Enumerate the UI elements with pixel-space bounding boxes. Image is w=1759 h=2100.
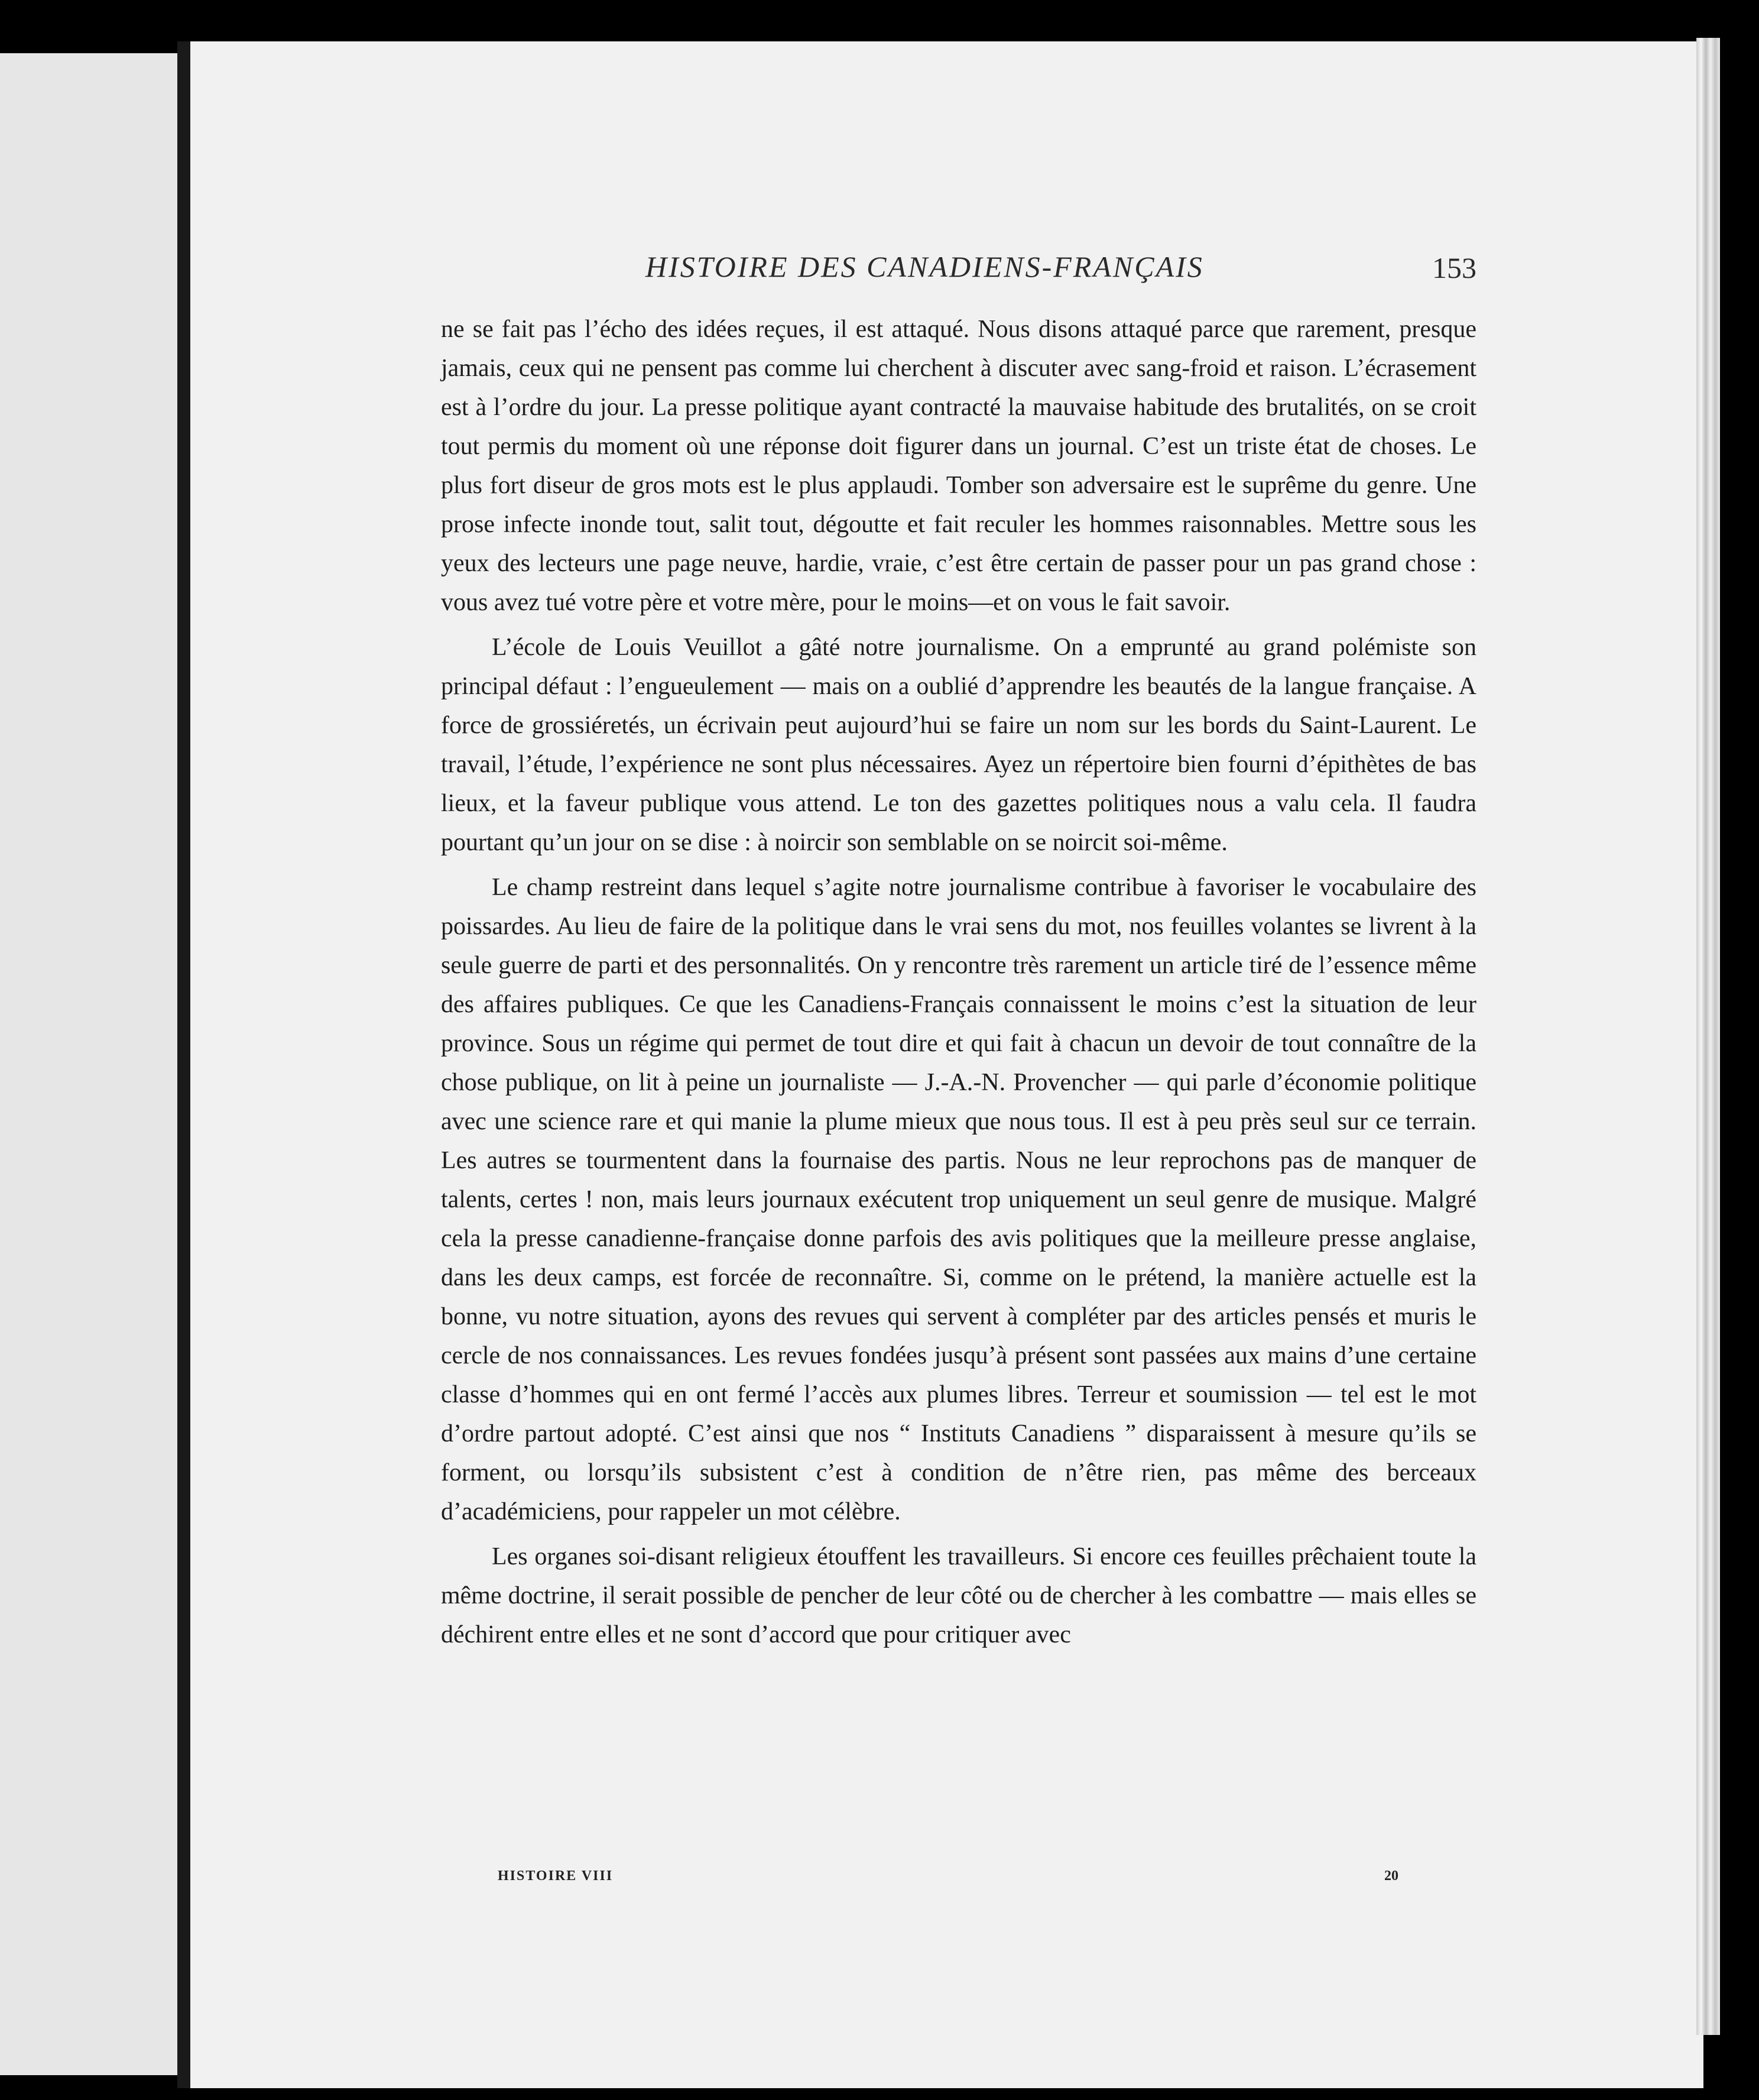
book-page [190, 41, 1703, 2088]
paragraph: ne se fait pas l’écho des idées reçues, il est attaqué. Nous disons attaqué parce que rarement, presque jamais, ceux qui ne pensent pas comme lui cherchent à discuter avec sang-froid et raison. L’écrasement est à l’ordre du jour. La presse politique ayant contracté la mauvaise habitude des brutalités, on se croit tout permis du moment où une réponse doit figurer dans un journal. C’est un triste état de choses. Le plus fort diseur de gros mots est le plus applaudi. Tomber son adversaire est le suprême du genre. Une prose infecte inonde tout, salit tout, dégoutte et fait reculer les hommes raisonnables. Mettre sous les yeux des lecteurs une page neuve, hardie, vraie, c’est être certain de passer pour un pas grand chose : vous avez tué votre père et votre mère, pour le moins—et on vous le fait savoir. [441, 316, 1476, 616]
facing-page [0, 53, 177, 2075]
paragraph: Les organes soi-disant religieux étouffent les travailleurs. Si encore ces feuilles prêchaient toute la même doctrine, il serait possible de pencher de leur côté ou de chercher à les combattre — mais elles se déchirent entre elles et ne sont d’accord que pour critiquer avec [441, 1543, 1476, 1648]
book-gutter [177, 41, 190, 2088]
printer-signature-number: 20 [1384, 1868, 1398, 1884]
printer-signature-mark: HISTOIRE VIII [498, 1868, 614, 1884]
body-text [441, 310, 1476, 1660]
page-edge-stack [1696, 38, 1720, 2035]
running-head: HISTOIRE DES CANADIENS-FRANÇAIS [645, 250, 1204, 283]
paragraph: Le champ restreint dans lequel s’agite notre journalisme contribue à favoriser le vocabulaire des poissardes. Au lieu de faire de la politique dans le vrai sens du mot, nos feuilles volantes se livrent à la seule guerre de parti et des personnalités. On y rencontre très rarement un article tiré de l’essence même des affaires publiques. Ce que les Canadiens-Français connaissent le moins c’est la situation de leur province. Sous un régime qui permet de tout dire et qui fait à chacun un devoir de tout connaître de la chose publique, on lit à peine un journaliste — J.-A.-N. Provencher — qui parle d’économie politique avec une science rare et qui manie la plume mieux que nous tous. Il est à peu près seul sur ce terrain. Les autres se tourmentent dans la fournaise des partis. Nous ne leur reprochons pas de manquer de talents, certes ! non, mais leurs journaux exécutent trop uniquement un seul genre de musique. Malgré cela la presse canadienne-française donne parfois des avis politiques que la meilleure presse anglaise, dans les deux camps, est forcée de reconnaître. Si, comme on le prétend, la manière actuelle est la bonne, vu notre situation, ayons des revues qui servent à compléter par des articles pensés et muris le cercle de nos connaissances. Les revues fondées jusqu’à présent sont passées aux mains d’une certaine classe d’hommes qui en ont fermé l’accès aux plumes libres. Terreur et soumission — tel est le mot d’ordre partout adopté. C’est ainsi que nos “ Instituts Canadiens ” disparaissent à mesure qu’ils se forment, ou lorsqu’ils subsistent c’est à condition de n’être rien, pas même des berceaux d’académiciens, pour rappeler un mot célèbre. [441, 874, 1476, 1525]
page-number: 153 [1432, 251, 1476, 284]
paragraph: L’école de Louis Veuillot a gâté notre journalisme. On a emprunté au grand polémiste son principal défaut : l’engueulement — mais on a oublié d’apprendre les beautés de la langue française. A force de grossiéretés, un écrivain peut aujourd’hui se faire un nom sur les bords du Saint-Laurent. Le travail, l’étude, l’expérience ne sont plus nécessaires. Ayez un répertoire bien fourni d’épithètes de bas lieux, et la faveur publique vous attend. Le ton des gazettes politiques nous a valu cela. Il faudra pourtant qu’un jour on se dise : à noircir son semblable on se noircit soi-même. [441, 634, 1476, 856]
